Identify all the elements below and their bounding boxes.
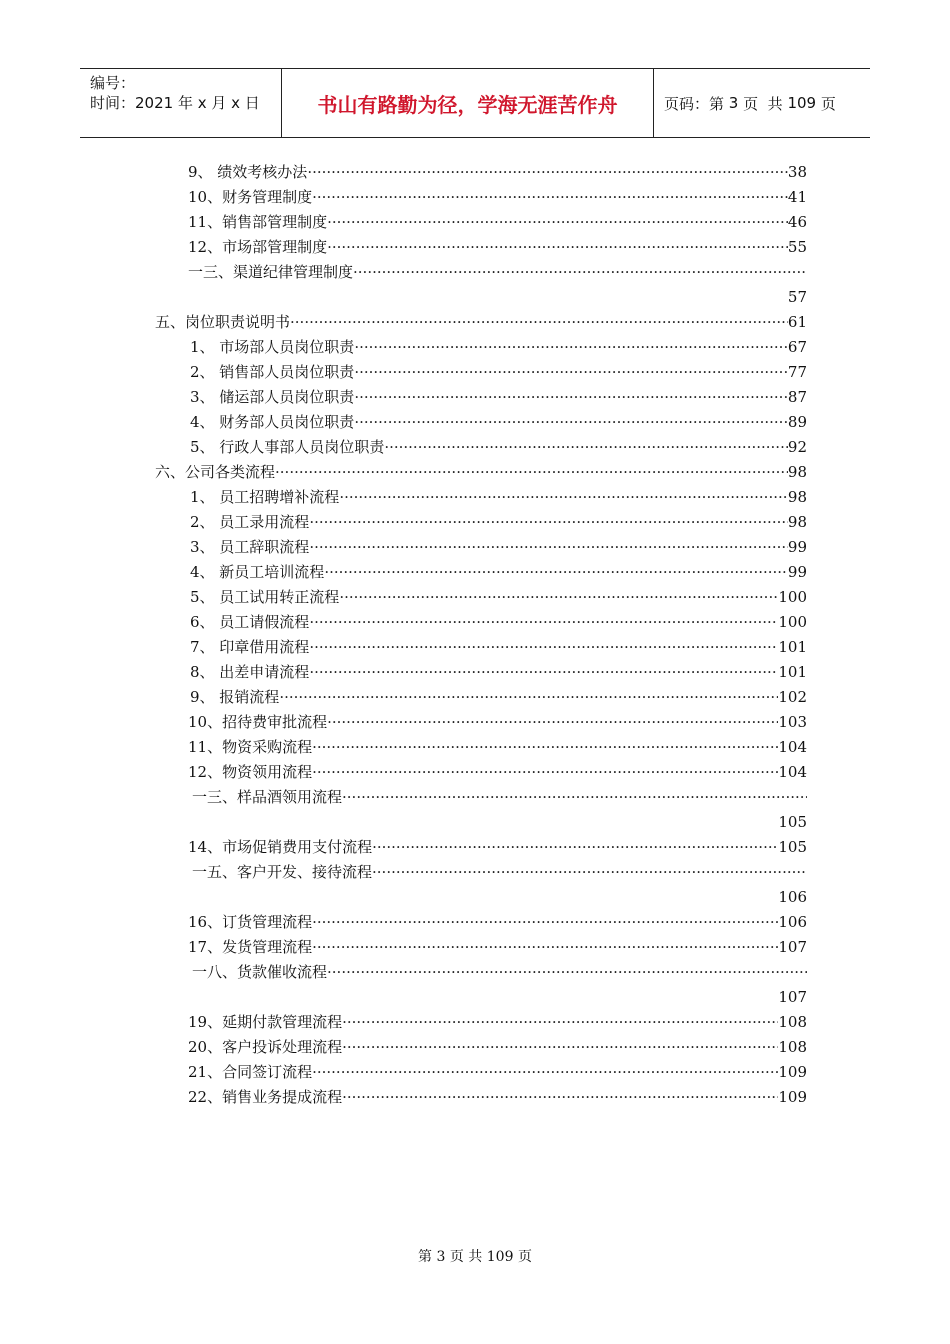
toc-entry-label: 17、发货管理流程 bbox=[188, 938, 313, 956]
toc-entry-page: 67 bbox=[787, 338, 807, 356]
toc-entry[interactable] bbox=[188, 185, 807, 209]
toc-entry-page: 108 bbox=[778, 1013, 807, 1031]
toc-entry-page: 55 bbox=[787, 238, 807, 256]
toc-entry-label: 5、 行政人事部人员岗位职责 bbox=[190, 438, 385, 456]
toc-entry-label: 一三、样品酒领用流程 bbox=[192, 788, 343, 806]
toc-dot-leader bbox=[354, 385, 788, 409]
toc-dot-leader bbox=[372, 860, 807, 884]
toc-entry[interactable] bbox=[190, 335, 807, 359]
toc-dot-leader bbox=[342, 1035, 778, 1059]
toc-entry-page: 102 bbox=[778, 688, 807, 706]
toc-entry[interactable] bbox=[188, 1060, 807, 1084]
toc-dot-leader bbox=[309, 610, 778, 634]
toc-entry-label: 6、 员工请假流程 bbox=[190, 613, 310, 631]
toc-entry[interactable] bbox=[188, 260, 807, 284]
page-footer bbox=[0, 1246, 950, 1266]
toc-entry-label: 5、 员工试用转正流程 bbox=[190, 588, 340, 606]
toc-dot-leader bbox=[327, 960, 807, 984]
header-page-mid: 页 共 bbox=[743, 94, 783, 113]
toc-entry-page: 106 bbox=[778, 888, 807, 906]
toc-dot-leader bbox=[275, 460, 788, 484]
toc-entry-page: 98 bbox=[787, 513, 807, 531]
toc-entry[interactable] bbox=[190, 485, 807, 509]
toc-dot-leader bbox=[342, 785, 807, 809]
toc-entry-page: 92 bbox=[787, 438, 807, 456]
toc-dot-leader bbox=[307, 160, 788, 184]
toc-dot-leader bbox=[342, 1085, 778, 1109]
toc-dot-leader bbox=[327, 210, 788, 234]
toc-dot-leader bbox=[309, 635, 778, 659]
toc-entry-page: 106 bbox=[778, 913, 807, 931]
header-page-suffix: 页 bbox=[820, 94, 836, 113]
toc-entry-label: 10、财务管理制度 bbox=[188, 188, 313, 206]
toc-entry-label: 8、 出差申请流程 bbox=[190, 663, 310, 681]
header-motto: 书山有路勤为径，学海无涯苦作舟 bbox=[282, 69, 654, 137]
toc-entry-label: 一五、客户开发、接待流程 bbox=[192, 863, 373, 881]
toc-entry-label: 五、岗位职责说明书 bbox=[155, 313, 291, 331]
toc-entry-page: 89 bbox=[787, 413, 807, 431]
document-header bbox=[80, 68, 870, 138]
toc-entry-label: 一三、渠道纪律管理制度 bbox=[188, 263, 354, 281]
toc-entry[interactable] bbox=[190, 410, 807, 434]
toc-entry-label: 11、物资采购流程 bbox=[188, 738, 313, 756]
toc-entry-page: 46 bbox=[787, 213, 807, 231]
toc-entry-label: 12、物资领用流程 bbox=[188, 763, 313, 781]
toc-entry[interactable] bbox=[188, 160, 807, 184]
header-page-info bbox=[654, 69, 870, 137]
toc-dot-leader bbox=[279, 685, 778, 709]
toc-entry-label: 19、延期付款管理流程 bbox=[188, 1013, 343, 1031]
toc-entry-page: 99 bbox=[787, 563, 807, 581]
toc-entry-label: 4、 财务部人员岗位职责 bbox=[190, 413, 355, 431]
header-page-total: 109 bbox=[787, 94, 817, 112]
toc-dot-leader bbox=[354, 360, 788, 384]
toc-entry[interactable] bbox=[188, 1010, 807, 1034]
toc-entry-page: 109 bbox=[778, 1088, 807, 1106]
toc-entry-page: 41 bbox=[787, 188, 807, 206]
toc-entry-page: 107 bbox=[778, 988, 807, 1006]
toc-dot-leader bbox=[327, 710, 778, 734]
toc-entry-label: 12、市场部管理制度 bbox=[188, 238, 328, 256]
toc-entry-label: 22、销售业务提成流程 bbox=[188, 1088, 343, 1106]
toc-dot-leader bbox=[309, 535, 788, 559]
toc-entry[interactable] bbox=[188, 935, 807, 959]
toc-entry[interactable] bbox=[190, 360, 807, 384]
toc-entry-label: 六、公司各类流程 bbox=[155, 463, 276, 481]
toc-dot-leader bbox=[290, 310, 788, 334]
toc-entry[interactable] bbox=[188, 735, 807, 759]
toc-dot-leader bbox=[309, 660, 778, 684]
toc-entry[interactable] bbox=[188, 1085, 807, 1109]
document-date-label: 时间：2021 年 x 月 x 日 bbox=[90, 94, 260, 112]
document-number-label: 编号： bbox=[90, 74, 136, 92]
toc-entry-label: 21、合同签订流程 bbox=[188, 1063, 313, 1081]
toc-dot-leader bbox=[354, 335, 788, 359]
toc-entry[interactable] bbox=[192, 860, 807, 884]
toc-entry-page: 105 bbox=[778, 813, 807, 831]
toc-entry-label: 一八、货款催收流程 bbox=[192, 963, 328, 981]
toc-entry-page: 61 bbox=[787, 313, 807, 331]
toc-entry-page: 108 bbox=[778, 1038, 807, 1056]
toc-entry[interactable] bbox=[190, 660, 807, 684]
toc-entry[interactable] bbox=[155, 310, 807, 334]
toc-entry[interactable] bbox=[190, 585, 807, 609]
toc-entry-label: 14、市场促销费用支付流程 bbox=[188, 838, 373, 856]
toc-dot-leader bbox=[312, 910, 778, 934]
toc-dot-leader bbox=[312, 1060, 778, 1084]
toc-entry[interactable] bbox=[190, 510, 807, 534]
toc-entry-page: 103 bbox=[778, 713, 807, 731]
toc-dot-leader bbox=[312, 935, 778, 959]
toc-entry-label: 3、 储运部人员岗位职责 bbox=[190, 388, 355, 406]
toc-entry-label: 9、 报销流程 bbox=[190, 688, 280, 706]
toc-dot-leader bbox=[309, 510, 788, 534]
toc-entry-label: 1、 市场部人员岗位职责 bbox=[190, 338, 355, 356]
toc-entry[interactable] bbox=[190, 635, 807, 659]
toc-entry-page: 87 bbox=[787, 388, 807, 406]
toc-entry-page: 38 bbox=[787, 163, 807, 181]
toc-entry-page: 104 bbox=[778, 738, 807, 756]
toc-entry[interactable] bbox=[188, 710, 807, 734]
toc-dot-leader bbox=[312, 760, 778, 784]
toc-entry[interactable] bbox=[188, 835, 807, 859]
toc-entry-page: 98 bbox=[787, 488, 807, 506]
toc-entry[interactable] bbox=[188, 1035, 807, 1059]
toc-entry-label: 2、 员工录用流程 bbox=[190, 513, 310, 531]
toc-entry-label: 3、 员工辞职流程 bbox=[190, 538, 310, 556]
toc-entry[interactable] bbox=[190, 435, 807, 459]
toc-entry-label: 4、 新员工培训流程 bbox=[190, 563, 325, 581]
footer-prefix: 第 bbox=[418, 1249, 433, 1265]
footer-page-total: 109 bbox=[486, 1249, 514, 1265]
toc-entry[interactable] bbox=[192, 960, 807, 984]
toc-entry[interactable] bbox=[155, 460, 807, 484]
toc-dot-leader bbox=[312, 735, 778, 759]
toc-dot-leader bbox=[384, 435, 788, 459]
toc-dot-leader bbox=[339, 585, 778, 609]
toc-entry-page: 109 bbox=[778, 1063, 807, 1081]
toc-entry-page: 57 bbox=[787, 288, 807, 306]
toc-entry[interactable] bbox=[190, 685, 807, 709]
toc-dot-leader bbox=[339, 485, 788, 509]
toc-entry-label: 10、招待费审批流程 bbox=[188, 713, 328, 731]
toc-entry-page: 101 bbox=[778, 638, 807, 656]
toc-entry-label: 11、销售部管理制度 bbox=[188, 213, 328, 231]
toc-entry-page: 104 bbox=[778, 763, 807, 781]
toc-dot-leader bbox=[353, 260, 807, 284]
toc-dot-leader bbox=[324, 560, 788, 584]
header-meta-cell bbox=[80, 69, 282, 137]
toc-entry[interactable] bbox=[188, 210, 807, 234]
toc-entry-page: 105 bbox=[778, 838, 807, 856]
toc-dot-leader bbox=[372, 835, 778, 859]
toc-dot-leader bbox=[354, 410, 788, 434]
toc-entry[interactable] bbox=[190, 385, 807, 409]
toc-entry-label: 1、 员工招聘增补流程 bbox=[190, 488, 340, 506]
toc-entry-label: 2、 销售部人员岗位职责 bbox=[190, 363, 355, 381]
toc-entry-label: 7、 印章借用流程 bbox=[190, 638, 310, 656]
toc-dot-leader bbox=[342, 1010, 778, 1034]
toc-entry[interactable] bbox=[190, 610, 807, 634]
toc-entry-page: 98 bbox=[787, 463, 807, 481]
toc-entry[interactable] bbox=[192, 785, 807, 809]
toc-entry[interactable] bbox=[190, 535, 807, 559]
toc-entry[interactable] bbox=[188, 910, 807, 934]
toc-entry-label: 20、客户投诉处理流程 bbox=[188, 1038, 343, 1056]
toc-entry-label: 9、 绩效考核办法 bbox=[188, 163, 308, 181]
toc-entry-page: 100 bbox=[778, 613, 807, 631]
toc-entry[interactable] bbox=[188, 235, 807, 259]
header-page-prefix: 页码：第 bbox=[664, 94, 725, 113]
toc-dot-leader bbox=[327, 235, 788, 259]
toc-dot-leader bbox=[312, 185, 788, 209]
toc-entry-page: 107 bbox=[778, 938, 807, 956]
toc-entry-page: 99 bbox=[787, 538, 807, 556]
footer-suffix: 页 bbox=[517, 1249, 532, 1265]
toc-entry-page: 101 bbox=[778, 663, 807, 681]
toc-entry-page: 100 bbox=[778, 588, 807, 606]
toc-entry-label: 16、订货管理流程 bbox=[188, 913, 313, 931]
header-page-current: 3 bbox=[728, 94, 739, 112]
toc-entry[interactable] bbox=[188, 760, 807, 784]
toc-entry[interactable] bbox=[190, 560, 807, 584]
toc-entry-page: 77 bbox=[787, 363, 807, 381]
footer-mid: 页 共 bbox=[449, 1249, 483, 1265]
footer-page-current: 3 bbox=[436, 1249, 446, 1265]
